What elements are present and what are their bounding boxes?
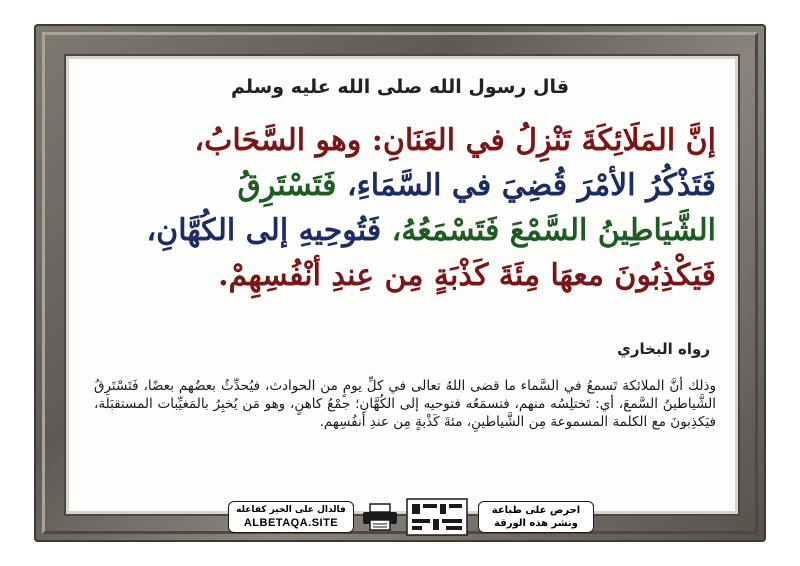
hadith-line-2 bbox=[84, 163, 716, 208]
hadith-line-1 bbox=[84, 118, 716, 163]
print-share-badge bbox=[478, 501, 594, 533]
website-label: ALBETAQA.SITE bbox=[243, 517, 339, 529]
hadith-segment: فَتُوحِيهِ إلى الكُهَّانِ، bbox=[146, 213, 382, 248]
hadith-segment: الشَّيَاطِينُ السَّمْعَ فَتَسْمَعُهُ، bbox=[381, 213, 716, 248]
footer-motto: فالدال على الخير كفاعله bbox=[236, 505, 346, 515]
hadith-line-3 bbox=[84, 208, 716, 253]
website-badge[interactable] bbox=[228, 501, 354, 533]
hadith-segment: فَيَكْذِبُونَ معهَا مِئَةَ كَذْبَةٍ مِن عِندِ أنْفُسِهِمْ. bbox=[218, 258, 716, 293]
footer-bar bbox=[228, 501, 594, 533]
hadith-segment: فَتَذْكُرُ الأمْرَ قُضِيَ في السَّمَاءِ، bbox=[336, 168, 716, 203]
hadith-intro: قال رسول الله صلى الله عليه وسلم bbox=[230, 76, 570, 98]
albetaqa-logo-icon bbox=[406, 498, 468, 536]
explanation-paragraph: وذلك أنَّ الملائكة تَسمعُ في السَّماء ما قضى اللهُ تعالى في كلِّ يومٍ من الحوادث، فيُحدِّثُ بعضُهم بعضًا، فَتَسْتَرِقُ الشَّياطينُ السَّمعَ، أي: تَختلِسُه منهم، فتسمَعُه فتوحيه إلى الكُهَّانِ؛ جمْعُ كاهنٍ، وهو مَن يُخبِرُ بالمَغيِّبات المستقبَلة، فيَكذِبونَ مع الكلمة المسموعة مِن الشَّياطينِ، مئةَ كَذْبةٍ مِن عندِ أنفُسِهم. bbox=[94, 378, 716, 430]
hadith-segment: إنَّ المَلَائِكَةَ تَنْزِلُ في العَنَانِ: وهو السَّحَابُ، bbox=[194, 123, 716, 158]
print-line-2: ونشر هذه الورقة bbox=[494, 518, 578, 529]
print-line-1: احرص على طباعة bbox=[491, 505, 581, 516]
printer-icon bbox=[360, 503, 400, 531]
hadith-segment: فَتَسْتَرِقُ bbox=[237, 168, 337, 203]
hadith-line-4 bbox=[84, 253, 716, 298]
narrator-source: رواه البخاري bbox=[617, 340, 710, 358]
hadith-text bbox=[84, 118, 716, 298]
